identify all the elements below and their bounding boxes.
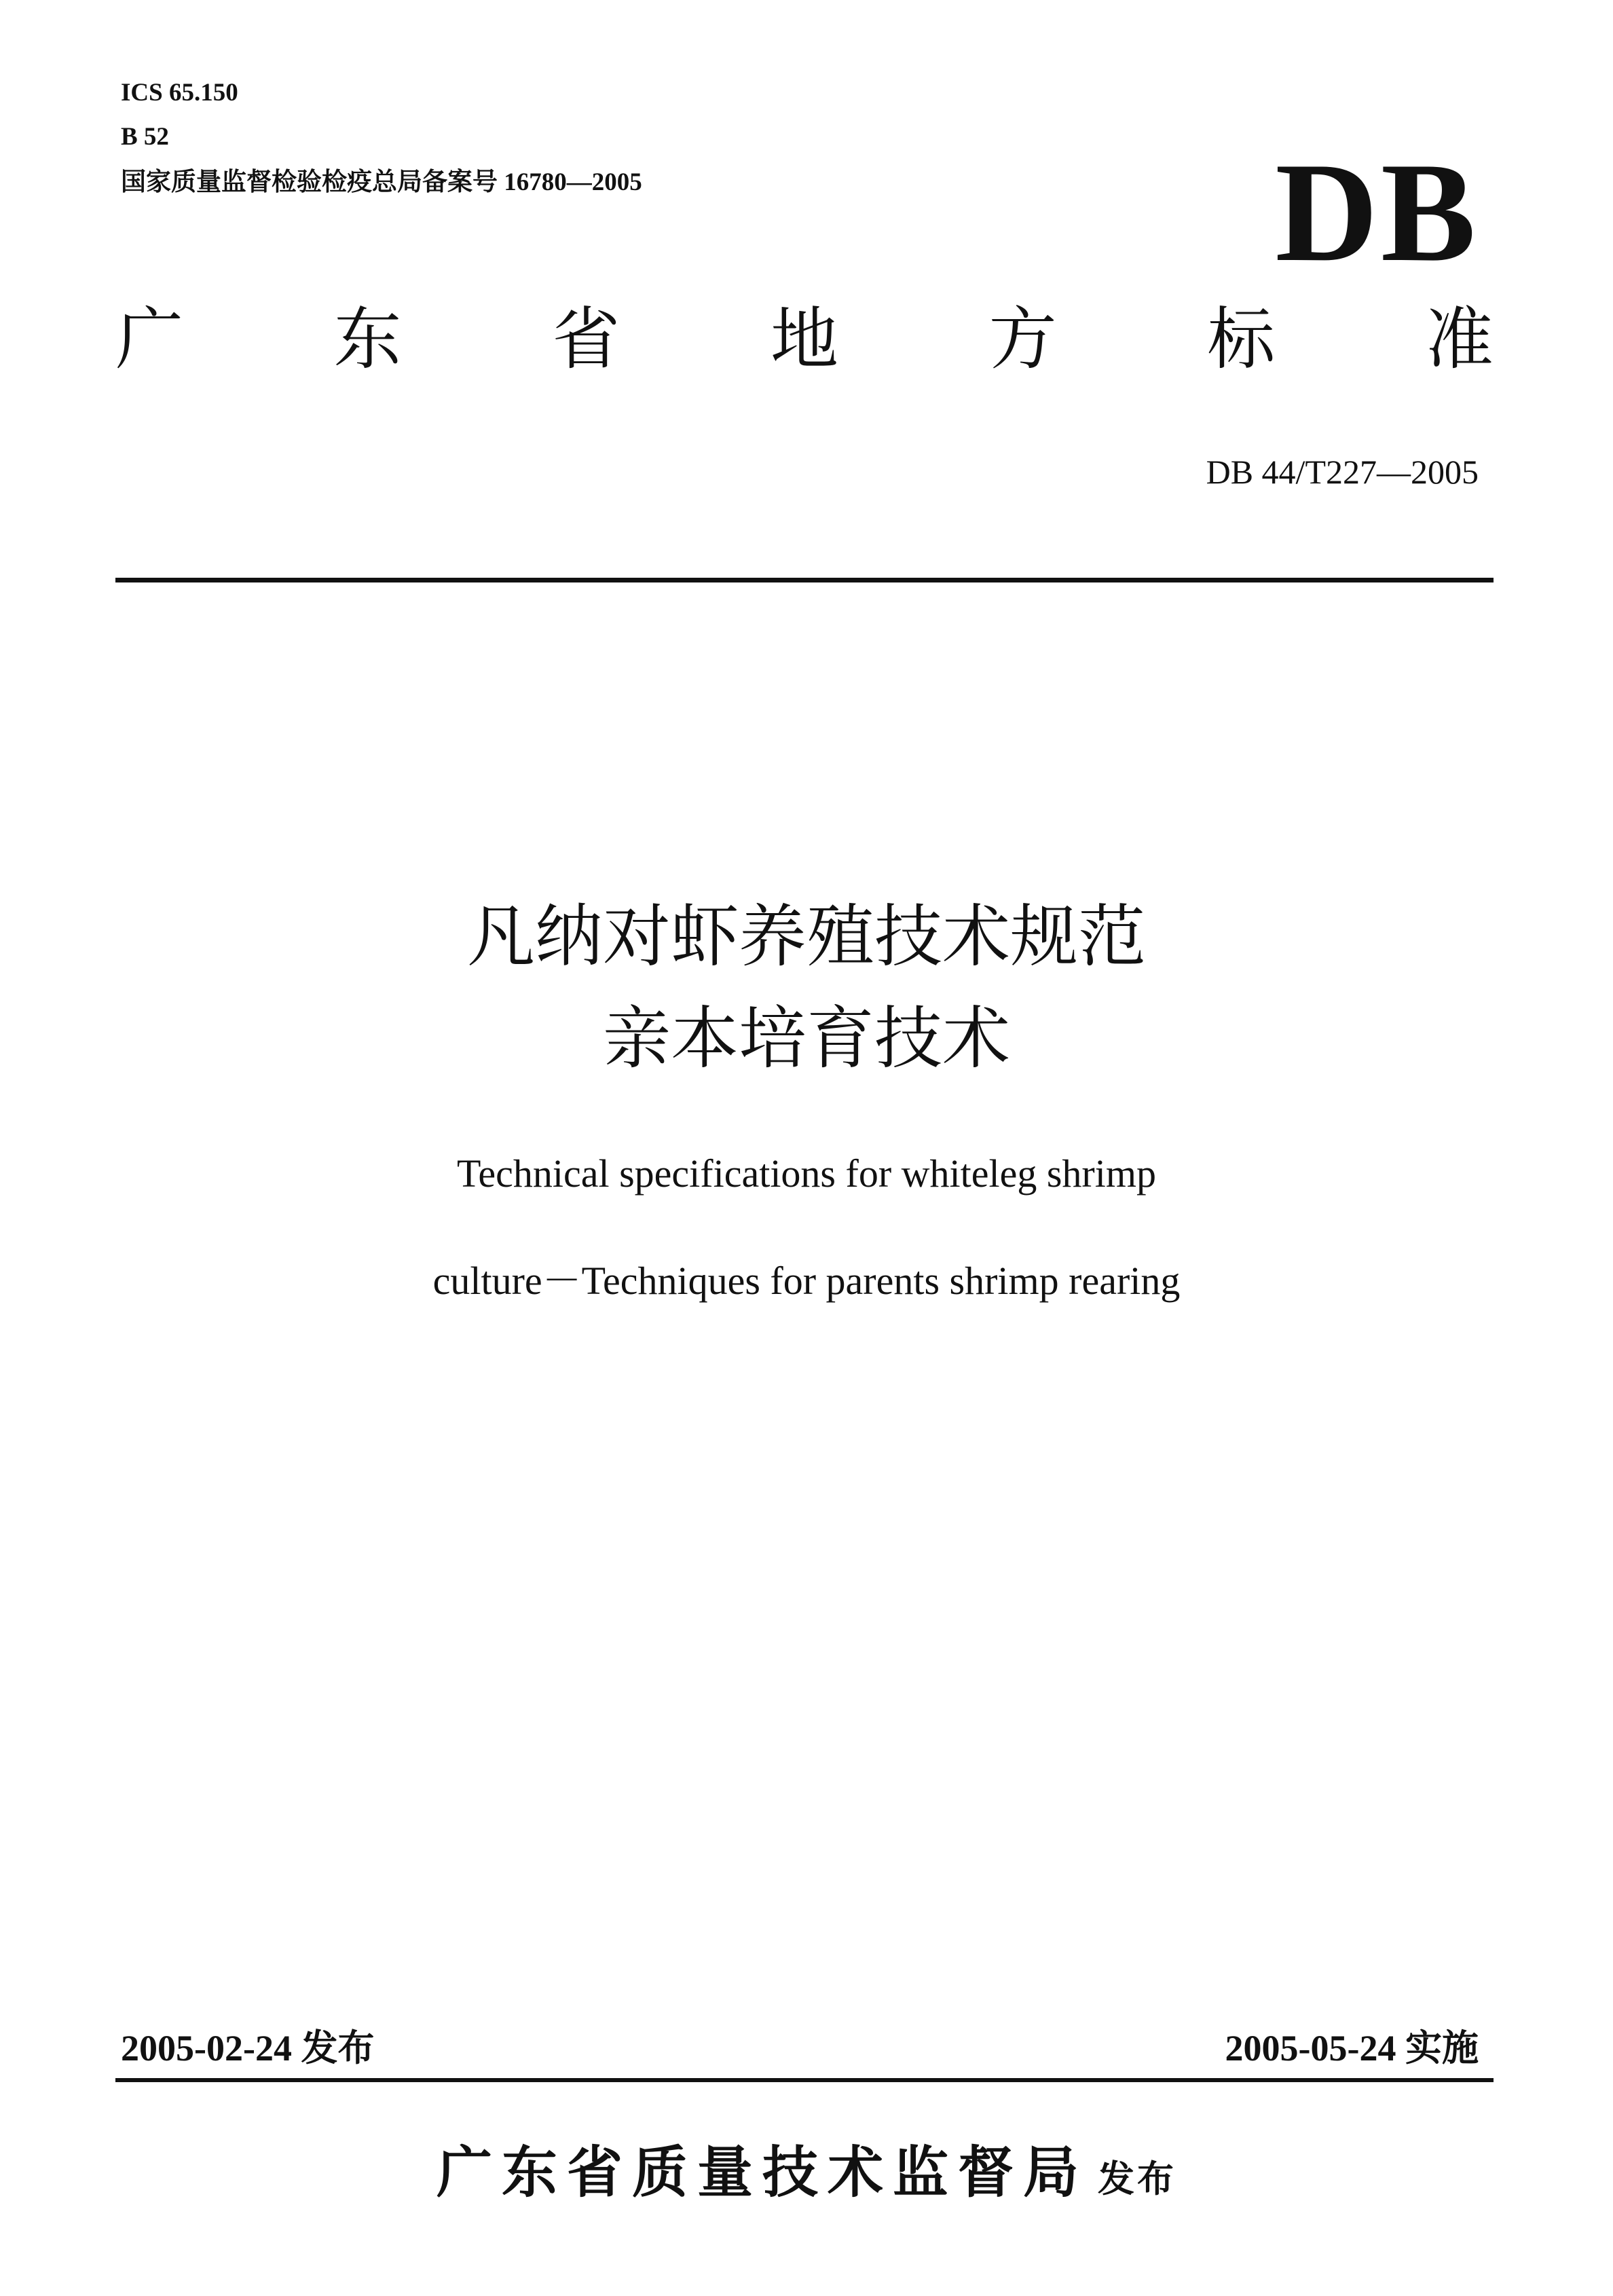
- issuing-authority: [0, 2141, 1613, 2205]
- title-chinese-line-1: 凡纳对虾养殖技术规范: [467, 897, 1146, 976]
- standard-type-char: 方: [988, 299, 1057, 379]
- filing-record-number: 国家质量监督检验检疫总局备案号 16780—2005: [121, 168, 642, 196]
- title-chinese-line-2: 亲本培育技术: [603, 999, 1010, 1078]
- issuer-name: 广东省质量技术监督局: [436, 2141, 1088, 2205]
- db-logo: DB: [1275, 134, 1479, 291]
- ics-code: ICS 65.150: [121, 79, 238, 107]
- issue-date: 2005-02-24 发布: [121, 2028, 375, 2069]
- implementation-date: 2005-05-24 实施: [1225, 2028, 1479, 2069]
- standard-type-heading: [115, 299, 1494, 379]
- top-divider: [115, 578, 1494, 582]
- ccs-code: B 52: [121, 123, 169, 151]
- bottom-divider: [115, 2078, 1494, 2082]
- standard-type-char: 标: [1207, 299, 1276, 379]
- standard-number: DB 44/T227—2005: [1206, 453, 1479, 491]
- issuer-suffix: 发布: [1098, 2158, 1176, 2200]
- standard-type-char: 广: [115, 299, 183, 379]
- title-english-line-2: culture－Techniques for parents shrimp rearing: [432, 1259, 1181, 1303]
- standard-type-char: 省: [552, 299, 620, 379]
- standard-type-char: 东: [333, 299, 402, 379]
- standard-type-char: 准: [1425, 299, 1494, 379]
- standard-type-char: 地: [770, 299, 838, 379]
- title-english-line-1: Technical specifications for whiteleg shrimp: [457, 1151, 1156, 1196]
